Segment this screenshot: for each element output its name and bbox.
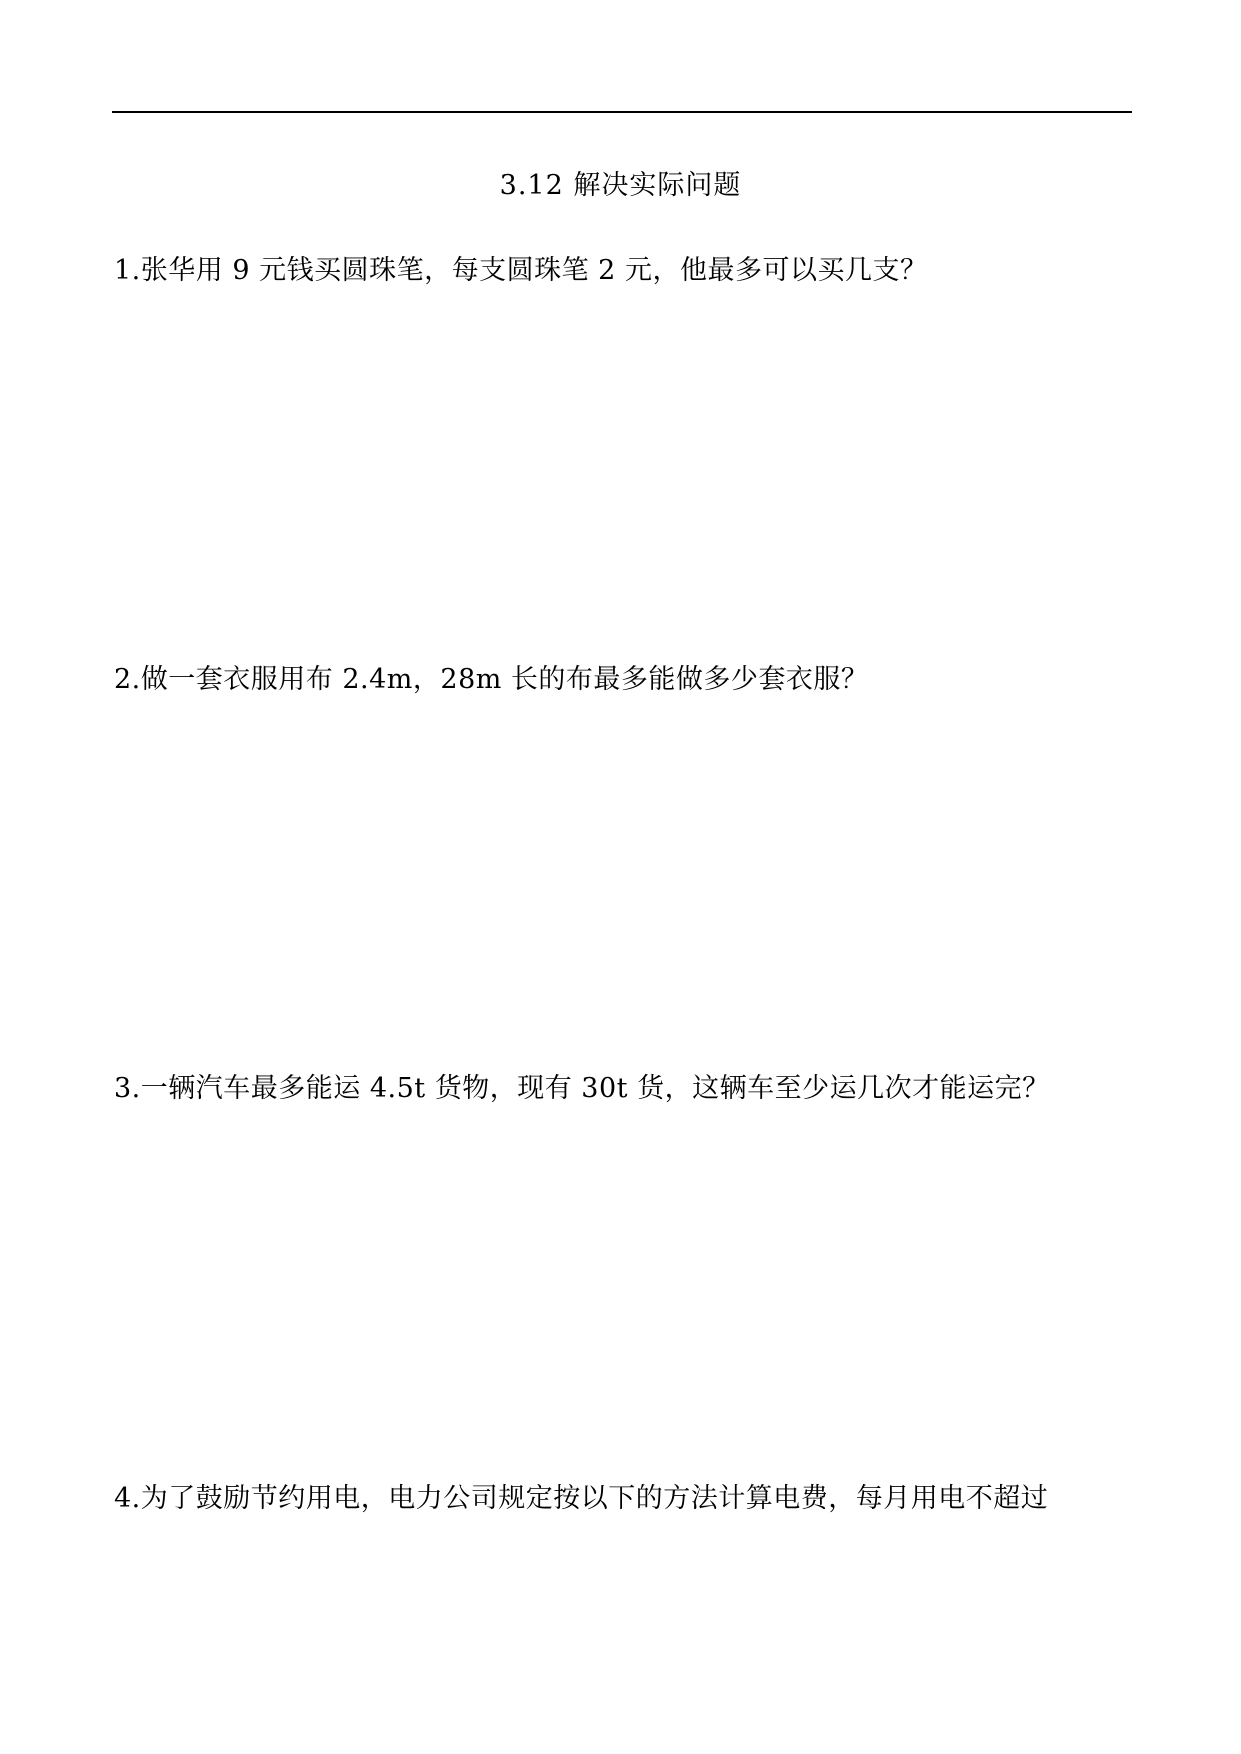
question-2: 2.做一套衣服用布 2.4m，28m 长的布最多能做多少套衣服？ [114,664,869,695]
page-title: 3.12 解决实际问题 [499,170,742,201]
question-1: 1.张华用 9 元钱买圆珠笔，每支圆珠笔 2 元，他最多可以买几支？ [114,255,928,286]
header-rule [112,111,1132,113]
question-3: 3.一辆汽车最多能运 4.5t 货物，现有 30t 货，这辆车至少运几次才能运完？ [114,1073,1050,1104]
question-4: 4.为了鼓励节约用电，电力公司规定按以下的方法计算电费，每月用电不超过 [114,1483,1049,1514]
